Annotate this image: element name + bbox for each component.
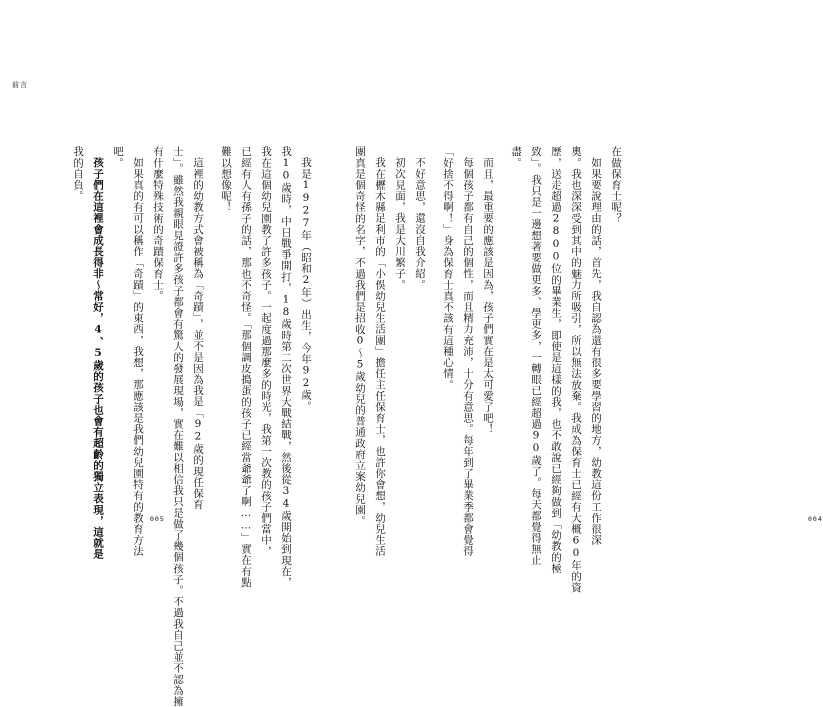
left-page — [0, 0, 327, 707]
text-column: 「好捨不得啊！」身為保育士真不該有這種心情。 — [442, 146, 454, 391]
text-column: 我的自負。 — [72, 146, 84, 202]
text-column: 如果真的有可以稱作「奇蹟」的東西，我想，那應該是我們幼兒園特有的教育方法 — [132, 157, 144, 557]
text-column: 團真是個奇怪的名字，不過我們是招收0～5歲幼兒的普通政府立案幼兒園。 — [354, 146, 366, 527]
text-column: 有什麼特殊技術的奇蹟保育士。 — [152, 146, 164, 302]
page-number-left: 005 — [150, 515, 165, 523]
text-column: 每個孩子都有自己的個性，而且精力充沛，十分有意思。每年到了畢業季都會覺得 — [462, 157, 474, 557]
text-column: 我10歲時，中日戰爭開打，18歲時第二次世界大戰結戰，然後從34歲開始到現在， — [280, 146, 292, 588]
text-column: 這裡的幼教方式會被稱為「奇蹟」，並不是因為我是「92歲的現任保育 — [192, 157, 204, 510]
text-column: 難以想像呢！ — [220, 146, 232, 213]
text-column: 而且，最重要的應該是因為，孩子們實在是太可愛了吧！ — [482, 157, 494, 435]
text-column: 在做保育士呢？ — [610, 146, 622, 224]
page-number-right: 004 — [808, 515, 823, 523]
text-column: 不好意思，還沒自我介紹。 — [414, 157, 426, 291]
right-page — [328, 0, 823, 609]
text-column: 我在這個幼兒園教了許多孩子。一起度過那麼多的時光，我第一次教的孩子們當中， — [260, 146, 272, 557]
text-column: 我在櫪木縣足利市的「小俁幼兒生活團」擔任主任保育士，也許你會想，幼兒生活 — [374, 157, 386, 557]
text-column: 我是1927年（昭和2年）出生，今年92歲。 — [300, 157, 312, 412]
right-text-block — [354, 146, 623, 593]
text-column: 如果要說理由的話，首先，我自認為還有很多要學習的地方，幼教這份工作很深 — [590, 157, 602, 546]
text-column: 吧。 — [112, 146, 124, 169]
text-column: 盡。 — [510, 146, 522, 169]
text-column: 歷，送走超過2800位的畢業生，即使是這樣的我，也不敢說已經夠做到「幼教的極 — [550, 146, 562, 574]
text-column: 士」。雖然我親眼見證許多孩子都會有驚人的發展現場，實在難以相信我只是做了幾個孩子。不過我自己並不認為擁 — [172, 146, 184, 707]
text-column: 已經有人有孫子的話，那也不奇怪。「那個調皮搗蛋的孩子已經當爺爺了啊……」實在有點 — [240, 146, 252, 588]
text-column: 初次見面，我是大川繁子。 — [394, 157, 406, 291]
text-column: 致」。我只是一邊想著要做更多、學更多，一轉眼已經超過90歲了。每天都覺得無止 — [530, 146, 542, 566]
running-head: 前言 — [12, 81, 28, 89]
text-column: 奧。我也深深受到其中的魅力所吸引，所以無法放棄。我成為保育士已經有大概60年的資 — [570, 146, 582, 593]
text-column: 孩子們在這裡會成長得非～常好，4、5歲的孩子也會有超齡的獨立表現，這就是 — [92, 157, 104, 560]
